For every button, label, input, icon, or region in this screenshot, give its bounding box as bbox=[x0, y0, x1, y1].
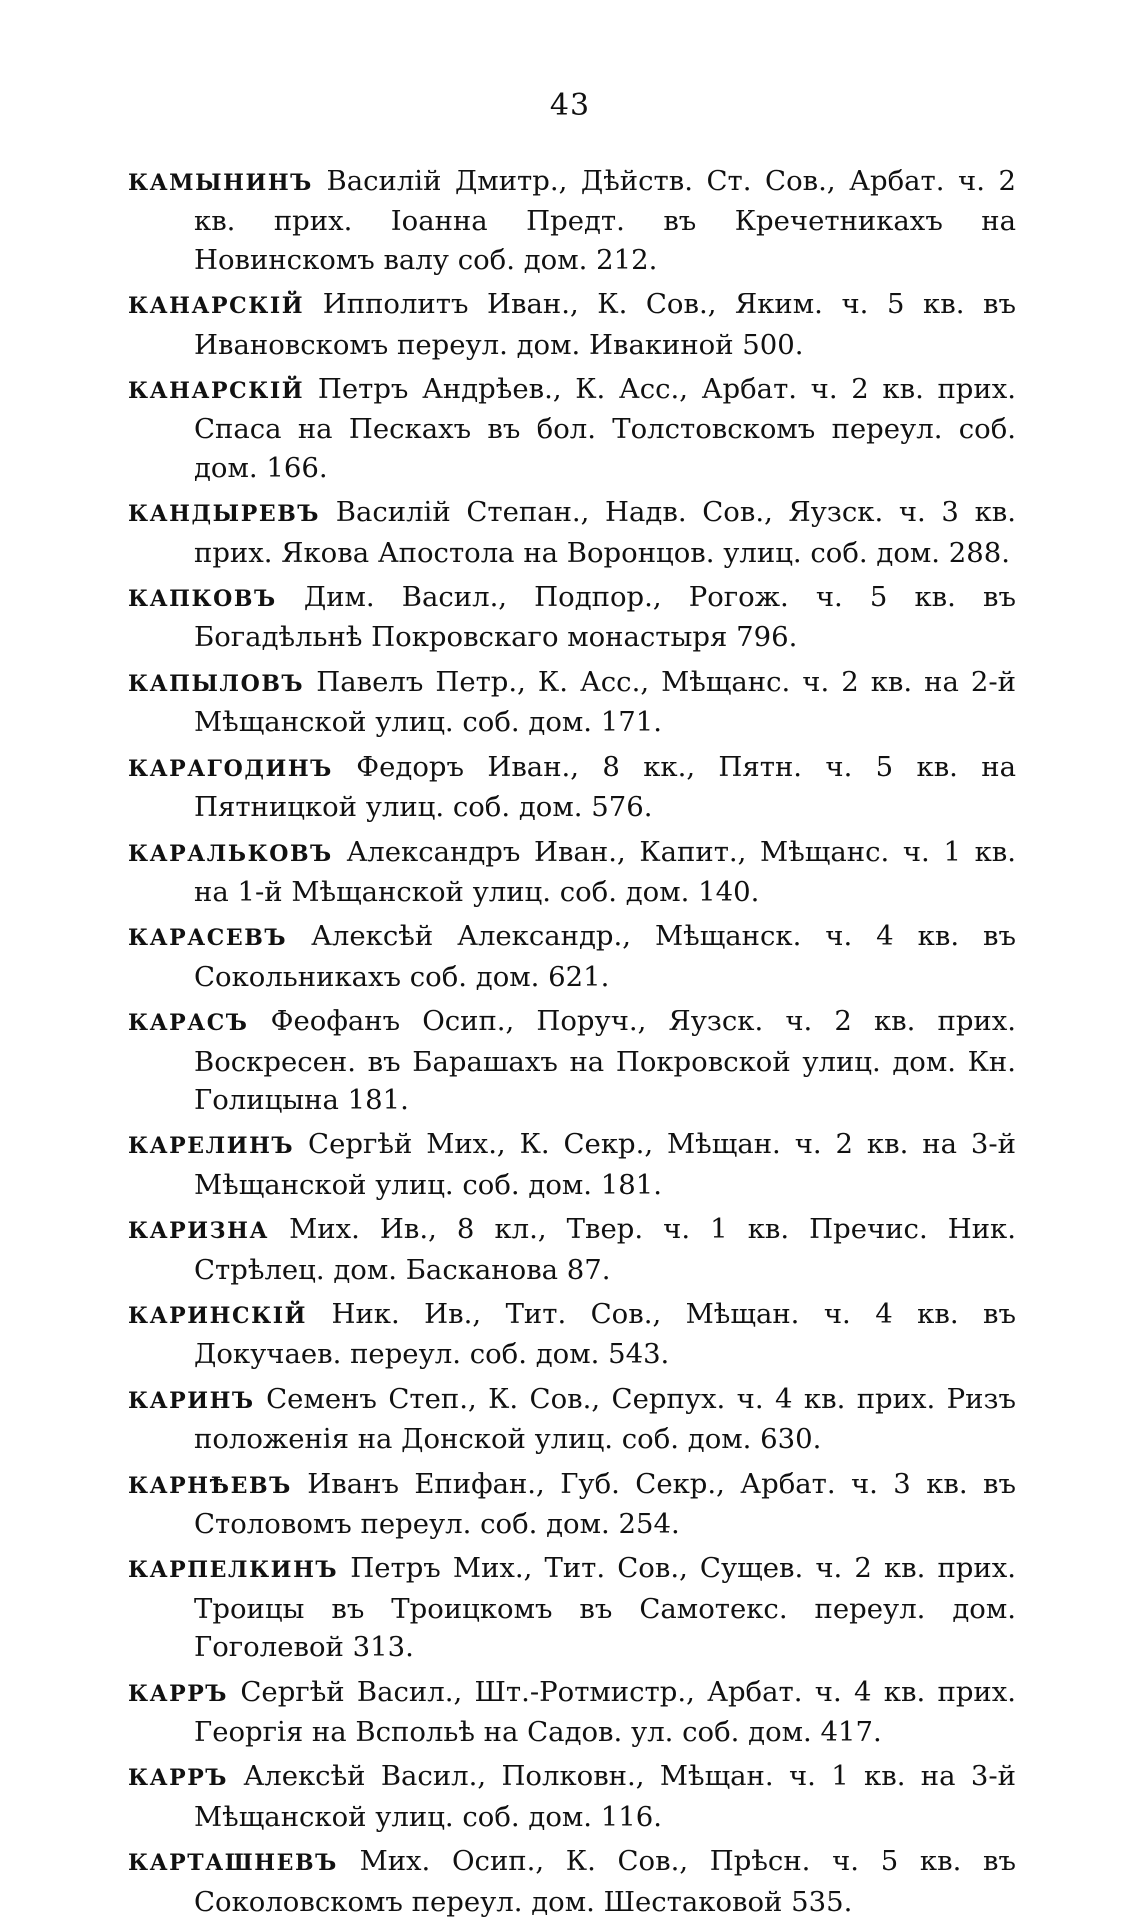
page-number: 43 bbox=[549, 88, 591, 123]
entry-surname: КАНДЫРЕВЪ bbox=[128, 501, 321, 528]
directory-entry bbox=[128, 162, 1016, 279]
entry-surname: КАРПЕЛКИНЪ bbox=[128, 1557, 339, 1584]
entry-surname: КАНАРСКІЙ bbox=[128, 293, 305, 320]
entry-text: Феофанъ Осип., Поруч., Яузск. ч. 2 кв. прих. Воскресен. въ Барашахъ на Покровской улиц. дом. Кн. Голицына 181. bbox=[194, 1005, 1016, 1116]
entry-surname: КАПКОВЪ bbox=[128, 586, 277, 613]
entry-text: Сергѣй Мих., К. Секр., Мѣщан. ч. 2 кв. на 3-й Мѣщанской улиц. соб. дом. 181. bbox=[194, 1128, 1017, 1201]
directory-entry bbox=[128, 1210, 1016, 1289]
entry-text: Павелъ Петр., К. Асс., Мѣщанс. ч. 2 кв. на 2-й Мѣщанской улиц. соб. дом. 171. bbox=[194, 665, 1016, 739]
directory-entry bbox=[128, 1465, 1016, 1544]
entry-text: Мих. Осип., К. Сов., Прѣсн. ч. 5 кв. въ Соколовскомъ переул. дом. Шестаковой 535. bbox=[194, 1845, 1016, 1918]
entry-text: Василій Степан., Надв. Сов., Яузск. ч. 3 кв. прих. Якова Апостола на Воронцов. улиц. соб. дом. 288. bbox=[194, 496, 1016, 569]
directory-entry bbox=[128, 833, 1016, 912]
directory-entry bbox=[128, 663, 1016, 742]
entry-text: Петръ Андрѣев., К. Асс., Арбат. ч. 2 кв. прих. Спаса на Пескахъ въ бол. Толстовскомъ переул. соб. дом. 166. bbox=[194, 373, 1016, 484]
entry-surname: КАРНѢЕВЪ bbox=[128, 1472, 292, 1499]
entry-surname: КАРАГОДИНЪ bbox=[128, 755, 333, 782]
entry-text: Ник. Ив., Тит. Сов., Мѣщан. ч. 4 кв. въ Докучаев. переул. соб. дом. 543. bbox=[194, 1297, 1017, 1371]
entry-surname: КАРАЛЬКОВЪ bbox=[128, 840, 333, 867]
directory-entry bbox=[128, 1673, 1016, 1752]
entry-surname: КАРТАШНЕВЪ bbox=[128, 1850, 338, 1877]
entry-text: Сергѣй Васил., Шт.-Ротмистр., Арбат. ч. 4 кв. прих. Георгія на Вспольѣ на Садов. ул. соб. дом. 417. bbox=[194, 1675, 1017, 1749]
entry-surname: КАРЕЛИНЪ bbox=[128, 1133, 295, 1160]
entry-surname: КАНАРСКІЙ bbox=[128, 378, 305, 405]
directory-entry bbox=[128, 1125, 1016, 1204]
entry-text: Дим. Васил., Подпор., Рогож. ч. 5 кв. въ Богадѣльнѣ Покровскаго монастыря 796. bbox=[194, 581, 1016, 654]
entry-text: Алексѣй Александр., Мѣщанск. ч. 4 кв. въ Сокольникахъ соб. дом. 621. bbox=[194, 920, 1016, 993]
directory-entry bbox=[128, 1549, 1016, 1666]
entry-text: Мих. Ив., 8 кл., Твер. ч. 1 кв. Пречис. Ник. Стрѣлец. дом. Басканова 87. bbox=[194, 1213, 1016, 1286]
directory-entry bbox=[128, 578, 1016, 657]
entry-text: Петръ Мих., Тит. Сов., Сущев. ч. 2 кв. прих. Троицы въ Троицкомъ въ Самотекс. переул. дом. Гоголевой 313. bbox=[194, 1552, 1016, 1664]
directory-entry bbox=[128, 370, 1016, 487]
entry-text: Федоръ Иван., 8 кк., Пятн. ч. 5 кв. на Пятницкой улиц. соб. дом. 576. bbox=[194, 750, 1016, 824]
directory-entry bbox=[128, 285, 1016, 364]
directory-entry bbox=[128, 1380, 1016, 1459]
entry-surname: КАРИНЪ bbox=[128, 1387, 255, 1414]
entry-surname: КАПЫЛОВЪ bbox=[128, 670, 305, 697]
entry-surname: КАМЫНИНЪ bbox=[128, 170, 313, 196]
entry-surname: КАРРЪ bbox=[128, 1765, 229, 1792]
entry-surname: КАРРЪ bbox=[128, 1680, 229, 1707]
directory-entries bbox=[128, 162, 1016, 1927]
entry-surname: КАРИНСКІЙ bbox=[128, 1302, 308, 1329]
entry-text: Ипполитъ Иван., К. Сов., Яким. ч. 5 кв. въ Ивановскомъ переул. дом. Ивакиной 500. bbox=[194, 288, 1016, 361]
directory-entry bbox=[128, 1842, 1016, 1921]
entry-text: Семенъ Степ., К. Сов., Серпух. ч. 4 кв. прих. Ризъ положенія на Донской улиц. соб. дом. 630. bbox=[194, 1382, 1016, 1456]
directory-entry bbox=[128, 1295, 1016, 1374]
entry-text: Алексѣй Васил., Полковн., Мѣщан. ч. 1 кв. на 3-й Мѣщанской улиц. соб. дом. 116. bbox=[194, 1760, 1016, 1833]
entry-text: Иванъ Епифан., Губ. Секр., Арбат. ч. 3 кв. въ Столовомъ переул. соб. дом. 254. bbox=[194, 1467, 1016, 1540]
entry-surname: КАРАСЪ bbox=[128, 1010, 249, 1037]
directory-entry bbox=[128, 748, 1016, 827]
directory-entry bbox=[128, 1002, 1016, 1119]
entry-text: Александръ Иван., Капит., Мѣщанс. ч. 1 кв. на 1-й Мѣщанской улиц. соб. дом. 140. bbox=[194, 835, 1016, 908]
directory-entry bbox=[128, 1757, 1016, 1836]
entry-surname: КАРИЗНА bbox=[128, 1218, 270, 1245]
directory-entry bbox=[128, 917, 1016, 996]
entry-text: Василій Дмитр., Дѣйств. Ст. Сов., Арбат. ч. 2 кв. прих. Іоанна Предт. въ Кречетникахъ на Новинскомъ валу соб. дом. 212. bbox=[194, 165, 1016, 276]
directory-entry bbox=[128, 493, 1016, 572]
entry-surname: КАРАСЕВЪ bbox=[128, 925, 288, 952]
